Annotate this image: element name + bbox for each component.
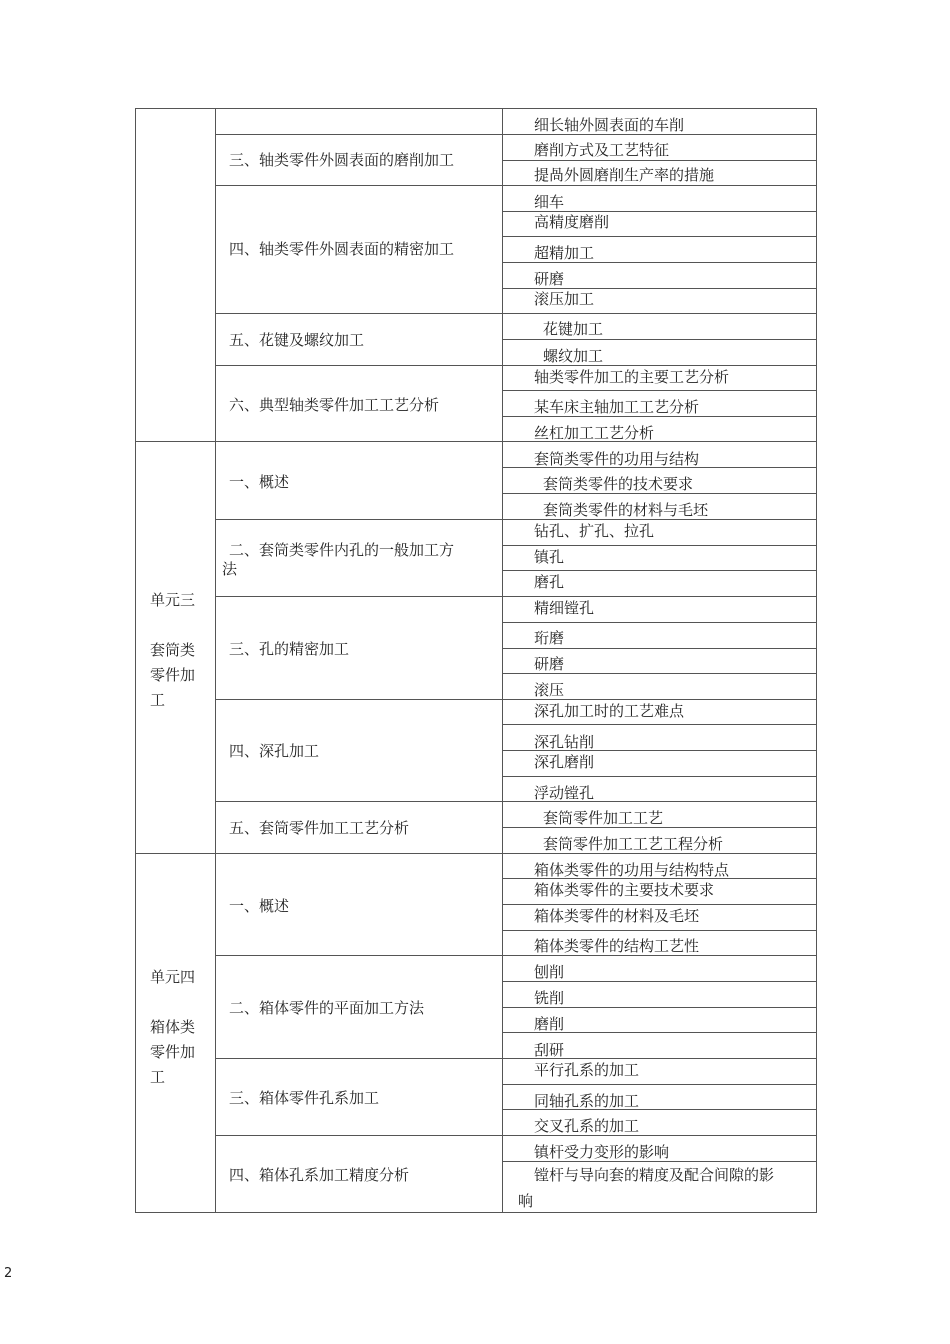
- unit-label-line: 工: [150, 691, 166, 709]
- section-divider: [215, 1135, 817, 1136]
- item-text: 套筒类零件的技术要求: [543, 475, 694, 493]
- item-text: 细长轴外圆表面的车削: [534, 116, 685, 134]
- item-divider: [502, 724, 817, 725]
- item-text: 轴类零件加工的主要工艺分析: [534, 368, 730, 386]
- item-divider: [502, 776, 817, 777]
- section-title: 一、概述: [229, 473, 290, 491]
- section-divider: [215, 134, 817, 135]
- section-divider: [215, 801, 817, 802]
- item-divider: [502, 262, 817, 263]
- section-title: 三、箱体零件孔系加工: [229, 1089, 380, 1107]
- section-divider: [215, 185, 817, 186]
- item-divider: [502, 211, 817, 212]
- section-title: 二、套筒类零件内孔的一般加工方: [229, 541, 455, 559]
- item-divider: [502, 981, 817, 982]
- section-title: 五、花键及螺纹加工: [229, 331, 365, 349]
- item-divider: [502, 545, 817, 546]
- item-divider: [502, 827, 817, 828]
- unit-label-line: 工: [150, 1068, 166, 1086]
- table-border-left: [135, 108, 136, 1213]
- item-divider: [502, 1161, 817, 1162]
- item-divider: [502, 648, 817, 649]
- item-divider: [502, 622, 817, 623]
- section-title: 三、孔的精密加工: [229, 640, 350, 658]
- item-text: 深孔加工时的工艺难点: [534, 702, 685, 720]
- section-title: 四、轴类零件外圆表面的精密加工: [229, 240, 455, 258]
- unit-label-line: 单元四: [150, 968, 196, 986]
- section-title: 四、深孔加工: [229, 742, 320, 760]
- table-divider-col2: [502, 108, 503, 1213]
- unit-label-line: 单元三: [150, 591, 196, 609]
- item-text: 超精加工: [534, 244, 595, 262]
- item-text: 响: [518, 1192, 534, 1210]
- section-divider: [215, 313, 817, 314]
- item-divider: [502, 493, 817, 494]
- unit-label-line: 零件加: [150, 1043, 196, 1061]
- item-text: 珩磨: [534, 629, 565, 647]
- page-number: 2: [4, 1266, 13, 1281]
- item-text: 套筒零件加工工艺工程分析: [543, 835, 724, 853]
- item-text: 套筒零件加工工艺: [543, 809, 664, 827]
- item-divider: [502, 673, 817, 674]
- item-text: 高精度磨削: [534, 213, 610, 231]
- section-divider: [215, 519, 817, 520]
- section-divider: [215, 365, 817, 366]
- item-text: 研磨: [534, 655, 565, 673]
- item-divider: [502, 160, 817, 161]
- unit-label: [150, 965, 195, 1090]
- item-text: 镇杆受力变形的影响: [534, 1143, 670, 1161]
- item-text: 刮研: [534, 1041, 565, 1059]
- item-divider: [502, 1084, 817, 1085]
- item-divider: [502, 416, 817, 417]
- item-text: 镗杆与导向套的精度及配合间隙的影: [534, 1166, 775, 1184]
- table-divider-col1: [215, 108, 216, 1213]
- section-divider: [215, 1058, 817, 1059]
- item-text: 磨孔: [534, 573, 565, 591]
- item-text: 刨削: [534, 963, 565, 981]
- item-text: 平行孔系的加工: [534, 1061, 640, 1079]
- item-text: 钻孔、扩孔、拉孔: [534, 522, 655, 540]
- item-divider: [502, 236, 817, 237]
- section-title: 四、箱体孔系加工精度分析: [229, 1166, 410, 1184]
- table-border-top: [135, 108, 817, 109]
- section-divider: [215, 955, 817, 956]
- item-text: 浮动镗孔: [534, 784, 595, 802]
- item-text: 箱体类零件的功用与结构特点: [534, 861, 730, 879]
- item-divider: [502, 339, 817, 340]
- item-text: 磨削: [534, 1015, 565, 1033]
- item-text: 镇孔: [534, 548, 565, 566]
- item-text: 铣削: [534, 989, 565, 1007]
- unit-label: [150, 588, 195, 713]
- item-text: 细车: [534, 193, 565, 211]
- table-border-right: [816, 108, 817, 1213]
- unit-divider: [135, 853, 817, 854]
- table-border-bottom: [135, 1212, 817, 1213]
- item-text: 同轴孔系的加工: [534, 1092, 640, 1110]
- item-divider: [502, 904, 817, 905]
- item-divider: [502, 930, 817, 931]
- item-text: 研磨: [534, 270, 565, 288]
- item-text: 丝杠加工工艺分析: [534, 424, 655, 442]
- item-text: 箱体类零件的材料及毛坯: [534, 907, 700, 925]
- unit-divider: [135, 441, 817, 442]
- section-divider: [215, 596, 817, 597]
- item-text: 深孔钻削: [534, 733, 595, 751]
- item-divider: [502, 288, 817, 289]
- section-title: 二、箱体零件的平面加工方法: [229, 999, 425, 1017]
- section-title: 法: [222, 560, 238, 578]
- item-text: 箱体类零件的结构工艺性: [534, 937, 700, 955]
- item-text: 滚压: [534, 681, 565, 699]
- section-title: 六、典型轴类零件加工工艺分析: [229, 396, 440, 414]
- item-divider: [502, 390, 817, 391]
- item-text: 套筒类零件的材料与毛坯: [543, 501, 709, 519]
- section-title: 三、轴类零件外圆表面的磨削加工: [229, 151, 455, 169]
- item-text: 交叉孔系的加工: [534, 1117, 640, 1135]
- unit-label-line: 套筒类: [150, 641, 196, 659]
- item-text: 磨削方式及工艺特征: [534, 141, 670, 159]
- item-text: 螺纹加工: [543, 347, 604, 365]
- item-text: 花键加工: [543, 320, 604, 338]
- item-text: 深孔磨削: [534, 753, 595, 771]
- item-text: 提咼外圆磨削生产率的措施: [534, 166, 715, 184]
- item-text: 精细镗孔: [534, 599, 595, 617]
- item-divider: [502, 1007, 817, 1008]
- item-text: 滚压加工: [534, 290, 595, 308]
- section-title: 五、套筒零件加工工艺分析: [229, 819, 410, 837]
- item-divider: [502, 570, 817, 571]
- item-text: 某车床主轴加工工艺分析: [534, 398, 700, 416]
- section-title: 一、概述: [229, 897, 290, 915]
- unit-label-line: 零件加: [150, 666, 196, 684]
- unit-label-line: 箱体类: [150, 1018, 196, 1036]
- item-text: 套筒类零件的功用与结构: [534, 450, 700, 468]
- section-divider: [215, 699, 817, 700]
- item-text: 箱体类零件的主要技术要求: [534, 881, 715, 899]
